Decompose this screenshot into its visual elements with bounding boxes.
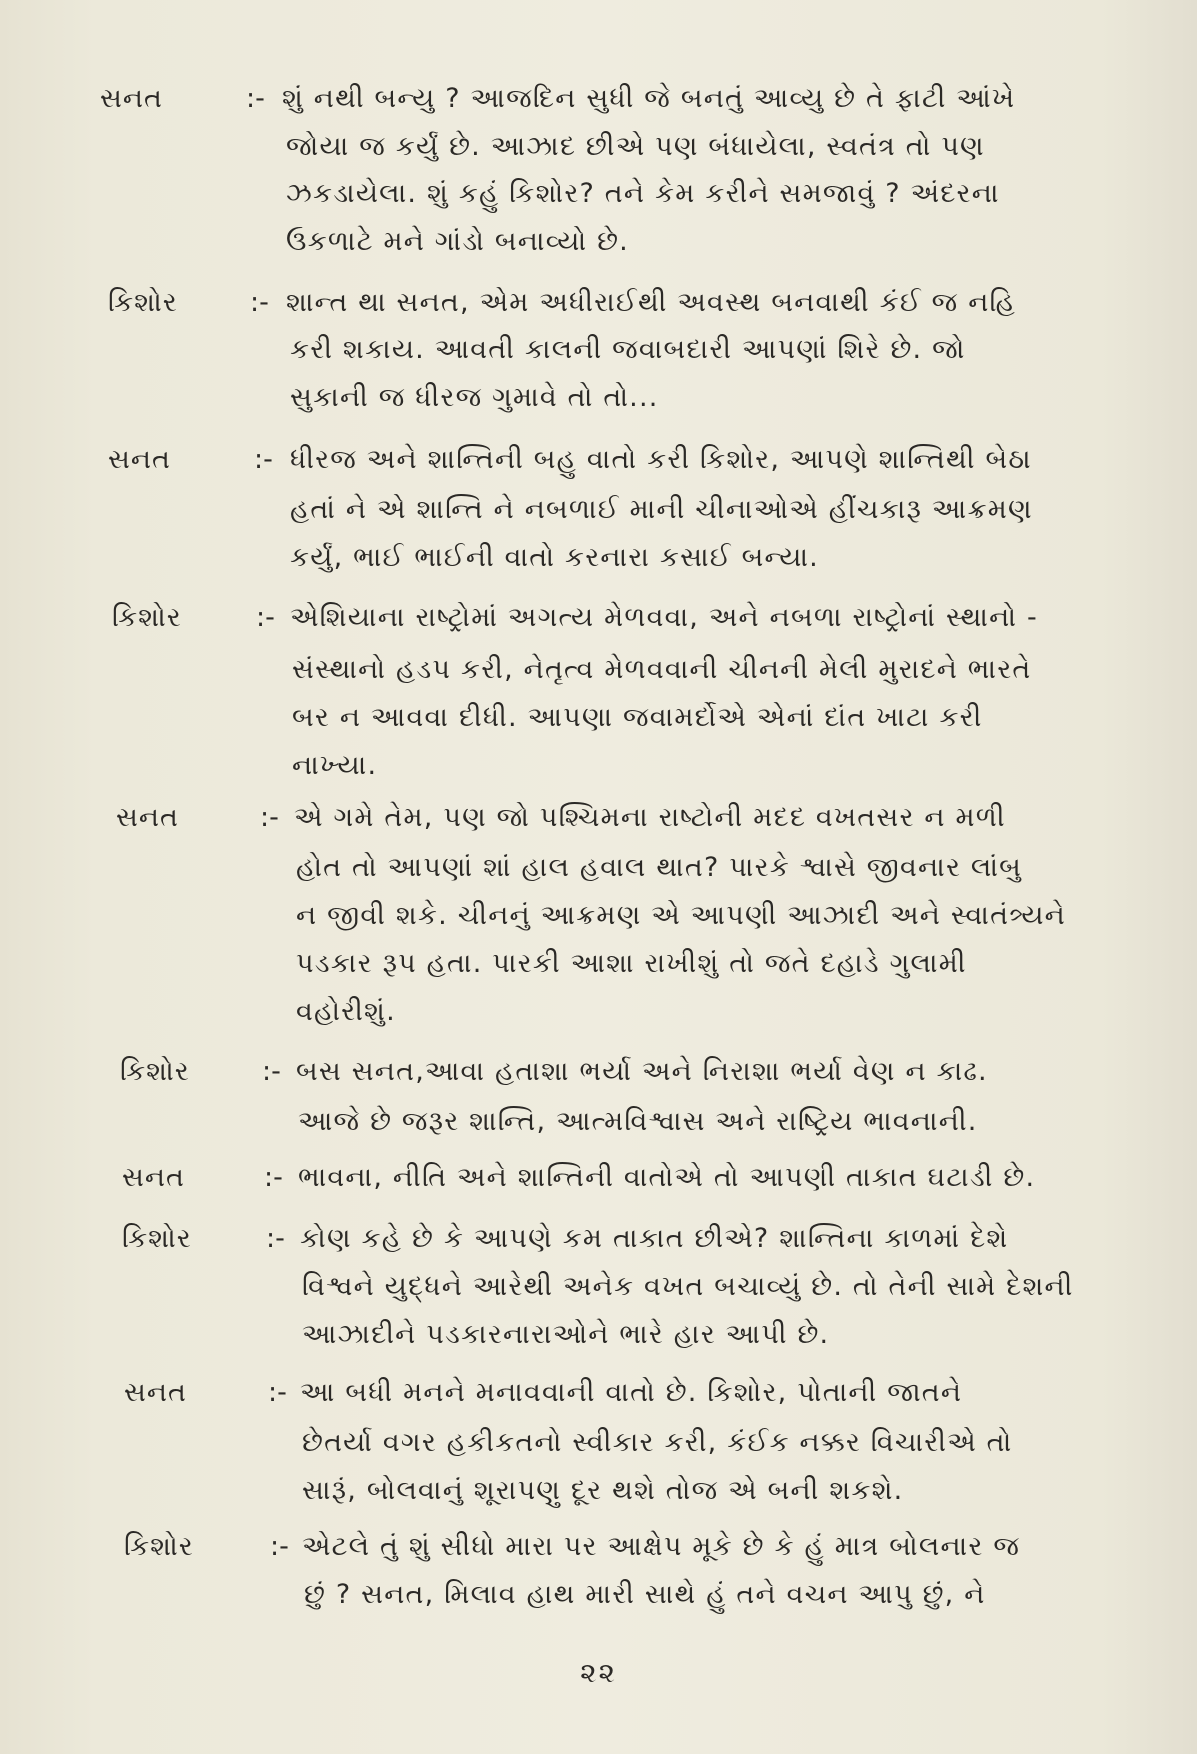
dialogue-line: કોણ કહે છે કે આપણે કમ તાકાત છીએ? શાન્તિના કાળમાં દેશે <box>300 1223 1009 1254</box>
dialogue-separator: :- <box>260 802 279 833</box>
dialogue-line: એશિયાના રાષ્ટ્રોમાં અગત્ય મેળવવા, અને નબળા રાષ્ટ્રોનાં સ્થાનો - <box>290 602 1038 633</box>
dialogue-line: શાન્ત થા સનત, એમ અધીરાઈથી અવસ્થ બનવાથી કંઈ જ નહિ <box>286 287 1017 318</box>
dialogue-line: જોયા જ કર્યું છે. આઝાદ છીએ પણ બંધાયેલા, સ્વતંત્ર તો પણ <box>286 131 985 162</box>
dialogue-separator: :- <box>262 1056 281 1087</box>
speaker-name: કિશોર <box>112 602 182 633</box>
dialogue-line: સુકાની જ ધીરજ ગુમાવે તો તો... <box>290 382 659 413</box>
dialogue-line: છેતર્યા વગર હકીકતનો સ્વીકાર કરી, કંઈક નક્કર વિચારીએ તો <box>302 1427 1013 1458</box>
dialogue-line: આઝાદીને પડકારનારાઓને ભારે હાર આપી છે. <box>302 1319 830 1350</box>
dialogue-line: ન જીવી શકે. ચીનનું આક્રમણ એ આપણી આઝાદી અને સ્વાતંત્ર્યને <box>296 900 1066 931</box>
speaker-name: કિશોર <box>122 1223 192 1254</box>
dialogue-line: આજે છે જરૂર શાન્તિ, આત્મવિશ્વાસ અને રાષ્ટ્રિય ભાવનાની. <box>298 1106 978 1137</box>
dialogue-line: હતાં ને એ શાન્તિ ને નબળાઈ માની ચીનાઓએ હીંચકારૂ આક્રમણ <box>290 494 1033 525</box>
dialogue-line: એ ગમે તેમ, પણ જો પશ્ચિમના રાષ્ટોની મદદ વખતસર ન મળી <box>294 802 1006 833</box>
dialogue-line: વહોરીશું. <box>296 996 396 1027</box>
dialogue-line: સારૂં, બોલવાનું શૂરાપણુ દૂર થશે તોજ એ બની શકશે. <box>302 1475 904 1506</box>
dialogue-line: નાખ્યા. <box>292 750 378 781</box>
speaker-name: કિશોર <box>108 287 178 318</box>
dialogue-separator: :- <box>254 444 273 475</box>
speaker-name: કિશોર <box>124 1531 194 1562</box>
dialogue-separator: :- <box>270 1531 289 1562</box>
dialogue-line: એટલે તું શું સીધો મારા પર આક્ષેપ મૂકે છે કે હું માત્ર બોલનાર જ <box>302 1531 1021 1562</box>
dialogue-line: ઝકડાયેલા. શું કહું કિશોર? તને કેમ કરીને સમજાવું ? અંદરના <box>286 178 1000 209</box>
speaker-name: સનત <box>108 444 171 475</box>
dialogue-line: કરી શકાય. આવતી કાલની જવાબદારી આપણાં શિરે છે. જો <box>290 334 966 365</box>
dialogue-line: પડકાર રૂપ હતા. પારકી આશા રાખીશું તો જતે દહાડે ગુલામી <box>296 948 967 979</box>
dialogue-line: ધીરજ અને શાન્તિની બહુ વાતો કરી કિશોર, આપણે શાન્તિથી બેઠા <box>290 444 1032 475</box>
dialogue-line: કર્યું, ભાઈ ભાઈની વાતો કરનારા કસાઈ બન્યા. <box>290 542 819 573</box>
speaker-name: કિશોર <box>120 1056 190 1087</box>
speaker-name: સનત <box>116 802 179 833</box>
dialogue-line: હોત તો આપણાં શાં હાલ હવાલ થાત? પારકે શ્વાસે જીવનાર લાંબુ <box>296 852 1023 883</box>
speaker-name: સનત <box>122 1162 185 1193</box>
dialogue-line: શું નથી બન્યુ ? આજદિન સુધી જે બનતું આવ્યુ છે તે ફાટી આંખે <box>282 83 1016 114</box>
dialogue-separator: :- <box>250 287 269 318</box>
speaker-name: સનત <box>124 1377 187 1408</box>
dialogue-separator: :- <box>256 602 275 633</box>
dialogue-line: છું ? સનત, મિલાવ હાથ મારી સાથે હું તને વચન આપુ છું, ને <box>304 1579 986 1610</box>
dialogue-line: વિશ્વને યુદ્ધને આરેથી અનેક વખત બચાવ્યું છે. તો તેની સામે દેશની <box>302 1271 1074 1302</box>
dialogue-line: બસ સનત,આવા હતાશા ભર્યા અને નિરાશા ભર્યા વેણ ન કાઢ. <box>296 1056 988 1087</box>
dialogue-separator: :- <box>246 83 265 114</box>
dialogue-line: બર ન આવવા દીધી. આપણા જવામર્દોએ એનાં દાંત ખાટા કરી <box>292 702 983 733</box>
speaker-name: સનત <box>100 83 163 114</box>
dialogue-separator: :- <box>264 1162 283 1193</box>
dialogue-separator: :- <box>268 1377 287 1408</box>
dialogue-separator: :- <box>266 1223 285 1254</box>
page-number: ૨૨ <box>580 1656 617 1689</box>
dialogue-line: ભાવના, નીતિ અને શાન્તિની વાતોએ તો આપણી તાકાત ઘટાડી છે. <box>298 1162 1036 1193</box>
dialogue-line: સંસ્થાનો હડપ કરી, નેતૃત્વ મેળવવાની ચીનની મેલી મુરાદને ભારતે <box>292 654 1032 685</box>
dialogue-line: ઉકળાટે મને ગાંડો બનાવ્યો છે. <box>286 226 629 257</box>
dialogue-line: આ બધી મનને મનાવવાની વાતો છે. કિશોર, પોતાની જાતને <box>300 1377 963 1408</box>
